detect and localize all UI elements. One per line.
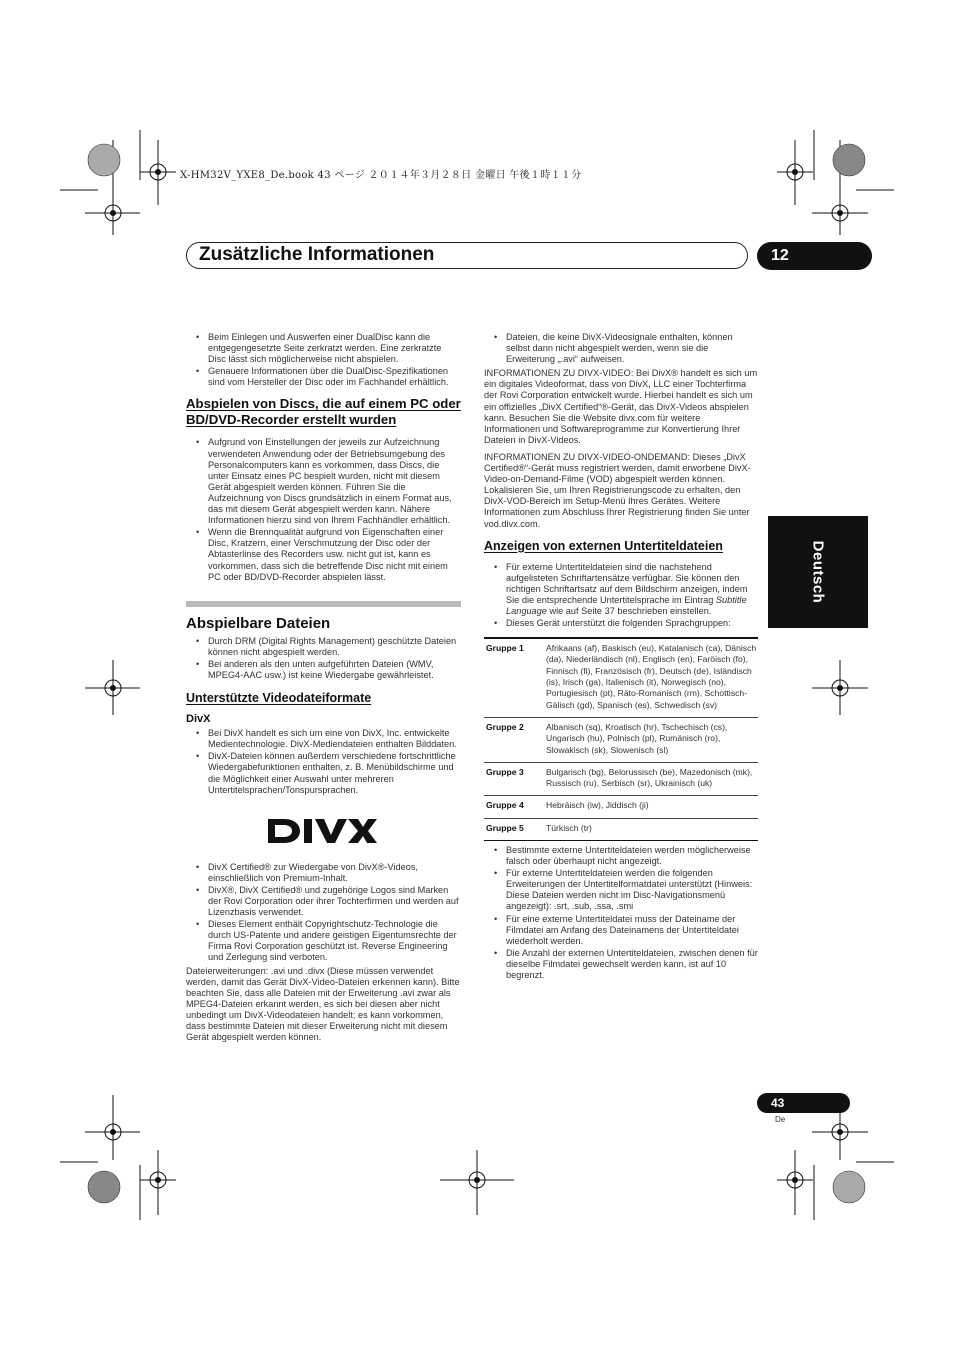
list-item: • Beim Einlegen und Auswerfen einer DualDisc kann die entgegengesetzte Seite zerkratzt werden. Eine zerkratzte Disc lässt sich möglicherweise nicht abspielen. <box>186 332 461 365</box>
divx-video-info: INFORMATIONEN ZU DIVX-VIDEO: Bei DivX® handelt es sich um ein digitales Videoformat, dass von DivX, LLC einer Tochterfirma der Rovi Corporation entwickelt wurde. Hierbei handelt es sich um ein offizielles „DivX Certified“®-Gerät, das DivX-Videos abspielen kann. Besuchen Sie die Website divx.com für weitere Informationen und Softwareprogramme zur Konvertierung Ihrer Dateien in DivX-Videos. <box>484 368 758 445</box>
list-item: • Dateien, die keine DivX-Videosignale enthalten, können selbst dann nicht abgespielt werden, wenn sie die Erweiterung „.avi“ aufweisen. <box>484 332 758 365</box>
page-number: 43 <box>757 1093 850 1113</box>
table-row: Gruppe 2 Albanisch (sq), Kroatisch (hr), Tschechisch (cs), Ungarisch (hu), Polnisch (pl), Rumänisch (ro), Slowakisch (sk), Slowenisch (sl) <box>484 717 758 762</box>
table-row: Gruppe 1 Afrikaans (af), Baskisch (eu), Katalanisch (ca), Dänisch (da), Niederländisch (nl), Englisch (en), Faröisch (fo), Finnisch (fi), Französisch (fr), Deutsch (de), Isländisch (is), Irisch (ga), Italienisch (it), Norwegisch (no), Portugiesisch (pt), Räto-Romanisch (rm), Schottisch-Gälisch (gd), Spanisch (es), Schwedisch (sv) <box>484 638 758 717</box>
certification-list <box>186 862 461 964</box>
list-item: • Die Anzahl der externen Untertiteldateien, zwischen denen für dieselbe Filmdatei gewechselt werden kann, ist auf 10 begrenzt. <box>484 948 758 981</box>
chapter-badge: 12 <box>757 242 872 270</box>
table-row: Gruppe 4 Hebräisch (iw), Jiddisch (ji) <box>484 796 758 818</box>
print-info: X-HM32V_YXE8_De.book 43 ページ ２０１４年３月２８日 金曜日 午後１時１１分 <box>180 170 582 181</box>
table-row: Gruppe 5 Türkisch (tr) <box>486 822 592 833</box>
list-item: • DivX-Dateien können außerdem verschiedene fortschrittliche Wiedergabefunktionen enthalten, z. B. Menübildschirme und die Möglichkeit einer Auswahl unter mehreren Untertitelsprachen/Tonspursprachen. <box>186 751 461 795</box>
subtitle-notes-list <box>484 845 758 981</box>
language-tab <box>768 516 868 628</box>
subtitles-heading: Anzeigen von externen Untertiteldateien <box>484 538 723 553</box>
pc-list <box>186 437 461 582</box>
video-formats-heading: Unterstützte Videodateiformate <box>186 691 372 706</box>
left-column <box>186 332 461 1049</box>
list-item: • Aufgrund von Einstellungen der jeweils zur Aufzeichnung verwendeten Anwendung oder der Betriebsumgebung des Personalcomputers kann es vorkommen, dass Discs, die unter Einsatz eines PC bespielt wurden, nicht mit diesem Gerät abgespielt werden können. Führen Sie die Aufzeichnung von Discs grundsätzlich in einem Format aus, das mit diesem Gerät abgespielt werden kann. Nähere Informationen hierzu sind von Ihrem Fachhändler erhältlich. <box>186 437 461 526</box>
section-divider <box>186 601 461 607</box>
divx-logo <box>266 816 461 846</box>
divx-list <box>186 728 461 796</box>
list-item: • Dieses Gerät unterstützt die folgenden Sprachgruppen: <box>484 618 758 629</box>
divx-vod-info: INFORMATIONEN ZU DIVX-VIDEO-ONDEMAND: Dieses „DivX Certified®“-Gerät muss registriert werden, damit erworbene DivX-Video-on-Demand-Filme (VOD) abgespielt werden können. Lokalisieren Sie, um Ihren Registrierungscode zu erhalten, den DivX-VOD-Bereich im Setup-Menü Ihres Gerätes. Weitere Informationen zum Abschluss Ihrer Registrierung finden Sie unter vod.divx.com. <box>484 451 751 529</box>
page-language: De <box>775 1115 786 1124</box>
list-item: • Für externe Untertiteldateien sind die nachstehend aufgelisteten Schriftartensätze verfügbar. Sie können den richtigen Schriftartsatz auf dem Bildschirm anzeigen, indem Sie die entsprechende Untertitelsprache im Eintrag Subtitle Language wie auf Seite 37 beschrieben einstellen. <box>484 562 758 617</box>
list-item: • Für externe Untertiteldateien werden die folgenden Erweiterungen der Untertitelformatdatei unterstützt (Hinweis: Diese Dateien werden nicht im Disc-Navigationsmenü angezeigt): .srt, .sub, .ssa, .smi <box>484 868 758 912</box>
list-item: • Für eine externe Untertiteldatei muss der Dateiname der Filmdatei am Anfang des Dateinamens der Untertiteldatei wiederholt werden. <box>484 914 758 947</box>
page-title: Zusätzliche Informationen <box>199 244 435 265</box>
list-item: • Bei DivX handelt es sich um eine von DivX, Inc. entwickelte Medientechnologie. DivX-Mediendateien enthalten Bilddaten. <box>186 728 461 750</box>
file-extensions-paragraph: Dateierweiterungen: .avi und .divx (Diese müssen verwendet werden, damit das Gerät DivX-Video-Dateien erkennen kann). Bitte beachten Sie, dass alle Dateien mit der Erweiterung .avi zwar als MPEG4-Dateien erkannt werden, es sich bei diesen aber nicht unbedingt um DivX-Videodateien handelt; es kann vorkommen, dass bestimmte Dateien mit dieser Erweiterung nicht mit diesem Gerät abgespielt werden können. <box>186 965 460 1043</box>
intro-list <box>186 332 461 388</box>
list-item: • Bestimmte externe Untertiteldateien werden möglicherweise falsch oder überhaupt nicht angezeigt. <box>484 845 758 867</box>
table-row: Gruppe 3 Bulgarisch (bg), Belorussisch (be), Mazedonisch (mk), Russisch (ru), Serbisch (sr), Ukrainisch (uk) <box>484 762 758 796</box>
list-item: • Wenn die Brennqualität aufgrund von Eigenschaften einer Disc, Kratzern, einer Verschmutzung der Disc oder der Abtasterlinse des Recorders usw. nicht gut ist, kann es vorkommen, dass sich die betreffende Disc nicht mit einem PC oder BD/DVD-Recorder abspielen lässt. <box>186 527 461 582</box>
avi-list <box>484 332 758 365</box>
list-item: • DivX®, DivX Certified® und zugehörige Logos sind Marken der Rovi Corporation oder ihrer Tochterfirmen und werden auf Lizenzbasis verwendet. <box>186 885 461 918</box>
list-item: • Genauere Informationen über die DualDisc-Spezifikationen sind vom Hersteller der Disc oder im Fachhandel erhältlich. <box>186 366 461 388</box>
language-groups-table <box>484 637 758 841</box>
files-list <box>186 636 461 681</box>
list-item: • Dieses Element enthält Copyrightschutz-Technologie die durch US-Patente und andere geistigen Eigentumsrechte der Firma Rovi Corporation geschützt ist. Reverse Engineering und Zerlegung sind verboten. <box>186 919 461 963</box>
list-item: • DivX Certified® zur Wiedergabe von DivX®-Videos, einschließlich von Premium-Inhalt. <box>186 862 461 884</box>
right-column <box>484 332 758 982</box>
subtitles-list <box>484 562 758 630</box>
list-item: • Bei anderen als den unten aufgeführten Dateien (WMV, MPEG4-AAC usw.) ist keine Wiedergabe gewährleistet. <box>186 659 461 681</box>
subtitle-language-setting: Subtitle Language <box>506 594 747 616</box>
divx-heading: DivX <box>186 713 211 726</box>
language-tab-label: Deutsch <box>809 540 827 604</box>
files-section-heading: Abspielbare Dateien <box>186 614 331 632</box>
list-item: • Durch DRM (Digital Rights Management) geschützte Dateien können nicht abgespielt werden. <box>186 636 461 658</box>
pc-section-heading: Abspielen von Discs, die auf einem PC oder BD/DVD-Recorder erstellt wurden <box>186 396 461 428</box>
